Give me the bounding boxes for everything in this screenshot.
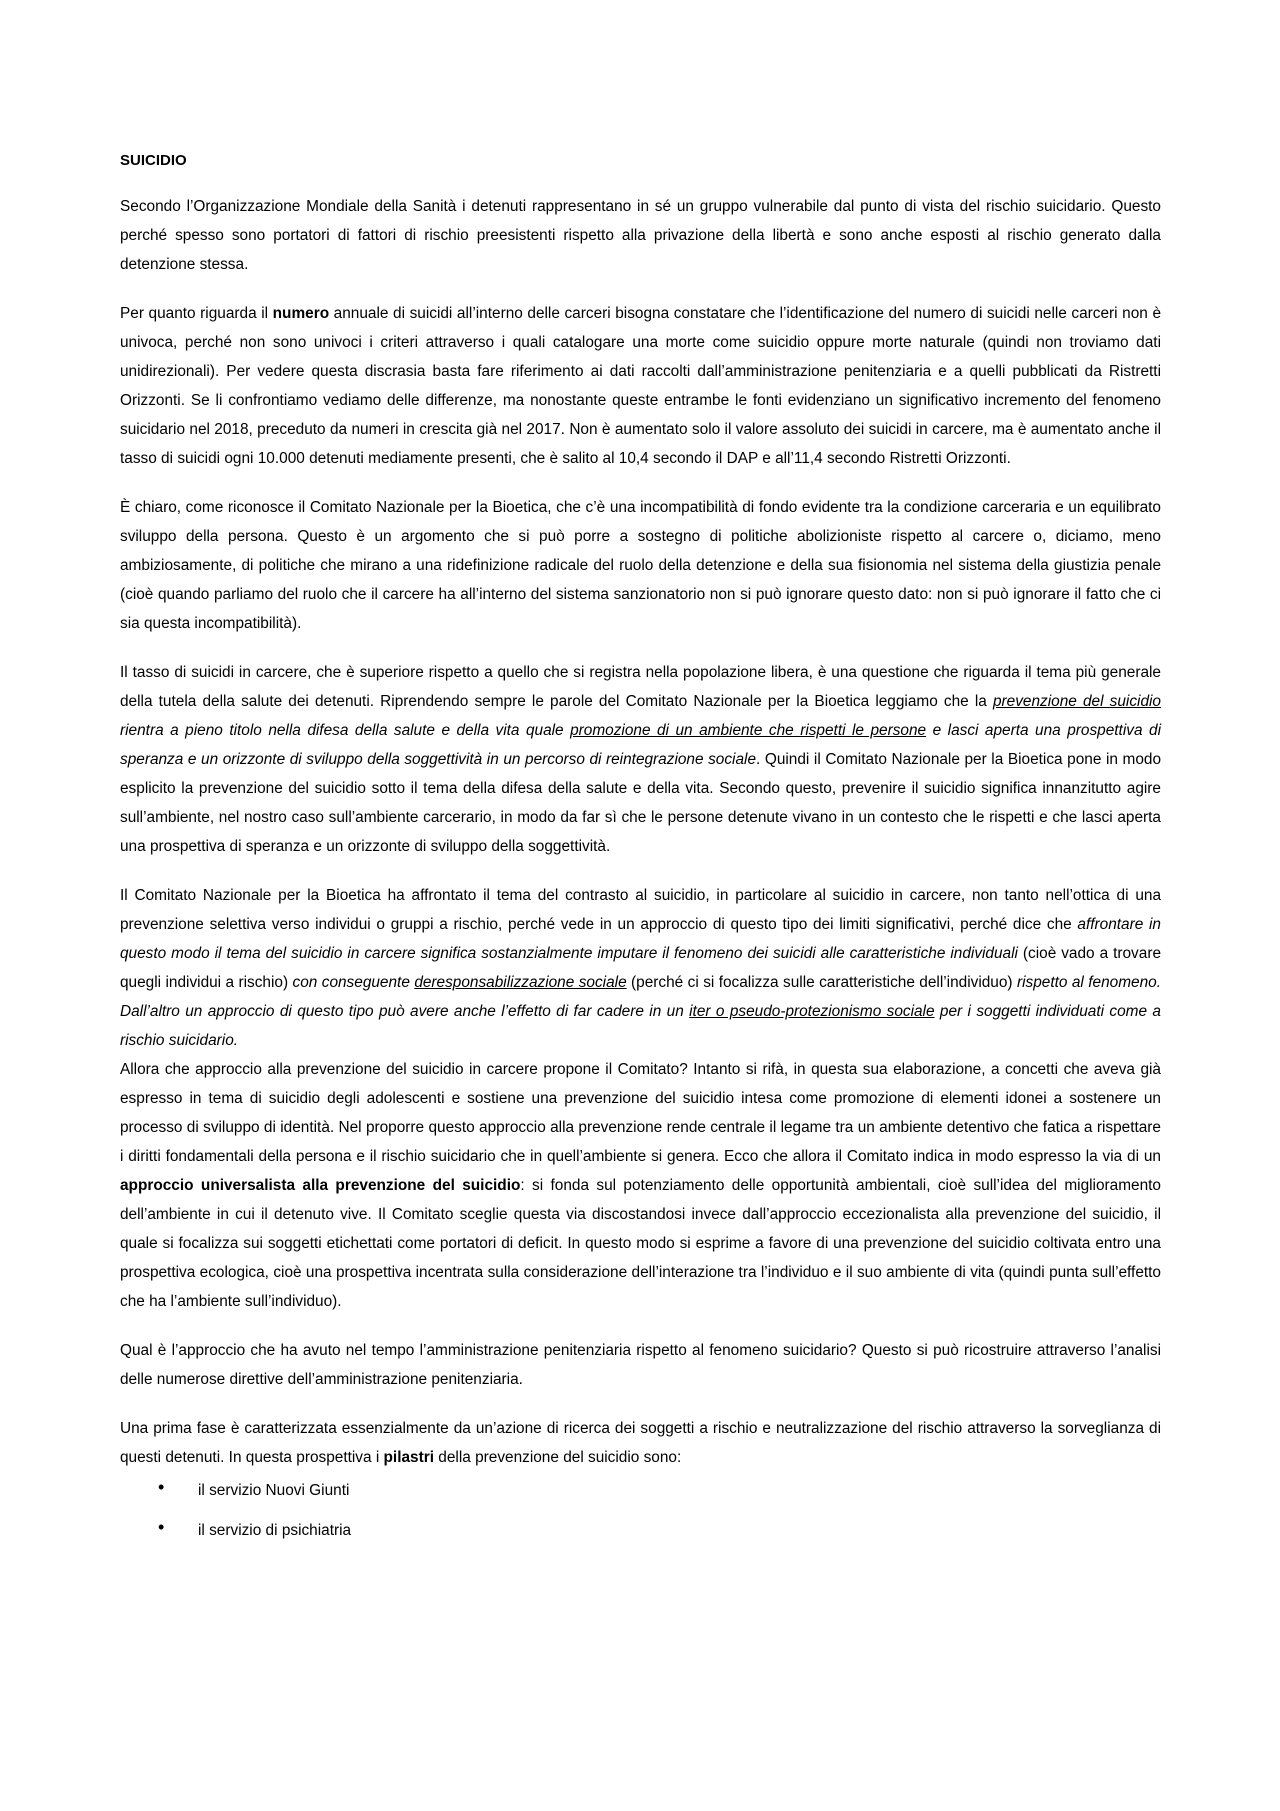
bold-term-approccio: approccio universalista alla prevenzione del suicidio <box>120 1177 521 1194</box>
paragraph-1: Secondo l’Organizzazione Mondiale della Sanità i detenuti rappresentano in sé un gruppo vulnerabile dal punto di vista del rischio suicidario. Questo perché spesso sono portatori di fattori di rischio preesistenti rispetto alla privazione della libertà e sono anche esposti al rischio generato dalla detenzione stessa. <box>120 198 1161 273</box>
paragraph-4 <box>120 658 1161 861</box>
bullet-icon: • <box>158 1517 165 1537</box>
italic-phrase: affrontare in questo modo il tema del suicidio in carcere significa sostanzialmente imputare il fenomeno dei suicidi alle caratteristiche individuali <box>120 916 1161 962</box>
text-span: della prevenzione del suicidio sono: <box>434 1449 682 1466</box>
text-span: : si fonda sul potenziamento delle opportunità ambientali, cioè sull’idea del miglioramento dell’ambiente in cui il detenuto vive. Il Comitato sceglie questa via discostandosi invece dall’approccio eccezionalista alla prevenzione del suicidio, il quale si focalizza sui soggetti etichettati come portatori di deficit. In questo modo si esprime a favore di una prevenzione del suicidio coltivata entro una prospettiva ecologica, cioè una prospettiva incentrata sulla considerazione dell’interazione tra l’individuo e il suo ambiente di vita (quindi punta sull’effetto che ha l’ambiente sull’individuo). <box>120 1177 1161 1310</box>
underlined-phrase: iter o pseudo-protezionismo sociale <box>689 1003 935 1020</box>
list-item <box>120 1516 1161 1545</box>
text-span: Il Comitato Nazionale per la Bioetica ha affrontato il tema del contrasto al suicidio, in particolare al suicidio in carcere, non tanto nell’ottica di una prevenzione selettiva verso individui o gruppi a rischio, perché vede in un approccio di questo tipo dei limiti significativi, perché dice che <box>120 887 1161 933</box>
text-span: Allora che approccio alla prevenzione del suicidio in carcere propone il Comitato? Intanto si rifà, in questa sua elaborazione, a concetti che aveva già espresso in tema di suicidio degli adolescenti e sostiene una prevenzione del suicidio intesa come promozione di elementi idonei a sostenere un processo di sviluppo di identità. Nel proporre questo approccio alla prevenzione rende centrale il legame tra un ambiente detentivo che fatica a rispettare i diritti fondamentali della persona e il rischio suicidario che in quell’ambiente si genera. Ecco che allora il Comitato indica in modo espresso la via di un <box>120 1061 1161 1165</box>
bold-term-pilastri: pilastri <box>383 1449 434 1466</box>
paragraph-6 <box>120 1055 1161 1316</box>
italic-phrase: rientra a pieno titolo nella difesa della salute e della vita quale <box>120 722 571 739</box>
paragraph-8 <box>120 1414 1161 1472</box>
paragraph-2 <box>120 299 1161 473</box>
bullet-list <box>120 1476 1161 1545</box>
document-title: SUICIDIO <box>120 152 187 169</box>
underlined-phrase: deresponsabilizzazione sociale <box>414 974 627 991</box>
paragraph-7: Qual è l’approccio che ha avuto nel tempo l’amministrazione penitenziaria rispetto al fenomeno suicidario? Questo si può ricostruire attraverso l’analisi delle numerose direttive dell’amministrazione penitenziaria. <box>120 1342 1161 1388</box>
bullet-icon: • <box>158 1477 165 1497</box>
italic-phrase: e lasci aperta una prospettiva di speranza e un orizzonte di sviluppo della soggettività in un percorso di reintegrazione sociale <box>120 722 1161 768</box>
text-span: (cioè vado a trovare quegli individui a rischio) <box>120 945 1161 991</box>
underlined-phrase: promozione di un ambiente che rispetti le persone <box>570 722 927 739</box>
text-span: . Quindi il Comitato Nazionale per la Bioetica pone in modo esplicito la prevenzione del suicidio sotto il tema della difesa della salute e della vita. Secondo questo, prevenire il suicidio significa innanzitutto agire sull’ambiente, nel nostro caso sull’ambiente carcerario, in modo da far sì che le persone detenute vivano in un contesto che le rispetti e che lasci aperta una prospettiva di speranza e un orizzonte di sviluppo della soggettività. <box>120 751 1161 855</box>
list-item-text: il servizio di psichiatria <box>198 1522 352 1539</box>
list-item <box>120 1476 1161 1505</box>
text-span: Il tasso di suicidi in carcere, che è superiore rispetto a quello che si registra nella popolazione libera, è una questione che riguarda il tema più generale della tutela della salute dei detenuti. Riprendendo sempre le parole del Comitato Nazionale per la Bioetica leggiamo che la <box>120 664 1161 710</box>
paragraph-5 <box>120 881 1161 1055</box>
text-span: Per quanto riguarda il <box>120 305 273 322</box>
text-span: annuale di suicidi all’interno delle carceri bisogna constatare che l’identificazione del numero di suicidi nelle carceri non è univoca, perché non sono univoci i criteri attraverso i quali catalogare una morte come suicidio oppure morte naturale (quindi non troviamo dati unidirezionali). Per vedere questa discrasia basta fare riferimento ai dati raccolti dall’amministrazione penitenziaria e a quelli pubblicati da Ristretti Orizzonti. Se li confrontiamo vediamo delle differenze, ma nonostante queste entrambe le fonti evidenziano un significativo incremento del fenomeno suicidario nel 2018, preceduto da numeri in crescita già nel 2017. Non è aumentato solo il valore assoluto dei suicidi in carcere, ma è aumentato anche il tasso di suicidi ogni 10.000 detenuti mediamente presenti, che è salito al 10,4 secondo il DAP e all’11,4 secondo Ristretti Orizzonti. <box>120 305 1162 467</box>
text-span: (perché ci si focalizza sulle caratteristiche dell’individuo) <box>626 974 1017 991</box>
italic-phrase: per i soggetti individuati come a rischio suicidario. <box>120 1003 1161 1049</box>
italic-phrase: rispetto al fenomeno. Dall’altro un approccio di questo tipo può avere anche l’effetto di far cadere in un <box>120 974 1161 1020</box>
italic-phrase: con conseguente <box>292 974 415 991</box>
document-page <box>120 150 1161 1556</box>
underlined-phrase: prevenzione del suicidio <box>992 693 1161 710</box>
bold-term-numero: numero <box>272 305 330 322</box>
paragraph-3: È chiaro, come riconosce il Comitato Nazionale per la Bioetica, che c’è una incompatibilità di fondo evidente tra la condizione carceraria e un equilibrato sviluppo della persona. Questo è un argomento che si può porre a sostegno di politiche abolizioniste rispetto al carcere o, diciamo, meno ambiziosamente, di politiche che mirano a una ridefinizione radicale del ruolo della detenzione e della sua fisionomia nel sistema della giustizia penale (cioè quando parliamo del ruolo che il carcere ha all’interno del sistema sanzionatorio non si può ignorare questo dato: non si può ignorare il fatto che ci sia questa incompatibilità). <box>120 499 1161 632</box>
list-item-text: il servizio Nuovi Giunti <box>198 1482 350 1499</box>
text-span: Una prima fase è caratterizzata essenzialmente da un’azione di ricerca dei soggetti a rischio e neutralizzazione del rischio attraverso la sorveglianza di questi detenuti. In questa prospettiva i <box>120 1420 1161 1466</box>
